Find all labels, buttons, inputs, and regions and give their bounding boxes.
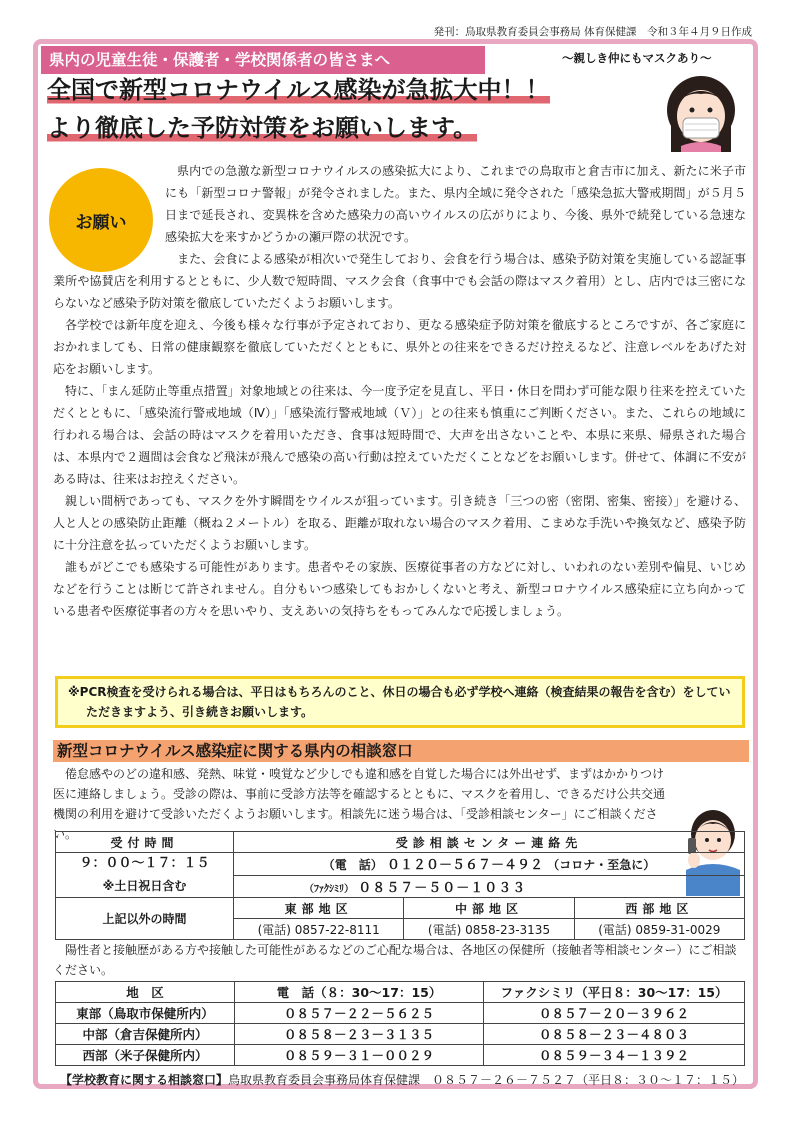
paragraph: 特に、「まん延防止等重点措置」対象地域との往来は、今一度予定を見直し、平日・休日を問わず可能な限り往来を控えていただくとともに、「感染流行警戒地域（Ⅳ）」「感染流行警戒地域（Ｖ）」との往来も慎重にご判断ください。また、これらの地域に行われる場合は、会話の時はマスクを着用いただき、食事は短時間で、大声を出さないことや、本県に来県、帰県された場合は、本県内で２週間は会食など飛沫が飛んで感染の高い行動は控えていただくことなどをお願いします。併せて、体調に不安がある時は、往来はお控えください。 [53,384,746,486]
body-text [53,160,746,622]
reception-header: 受付時間 [56,832,234,853]
center-tel-cell [234,853,745,876]
fax-label: （ﾌｧｸｼﾐﾘ） [304,883,354,895]
tel-label: （電 話） [322,858,383,873]
region-tel: (電話) 0859-31-0029 [574,919,744,940]
request-badge: お願い [49,168,153,272]
tagline: ～親しき仲にもマスクあり～ [562,51,712,65]
row-region: 中部（倉吉保健所内） [56,1024,235,1045]
pcr-notice: ※PCR検査を受けられる場合は、平日はもちろんのこと、休日の場合も必ず学校へ連絡（検査結果の報告を含む）をしていただきますよう、引き続きお願いします。 [55,676,745,728]
consult-center-table [55,831,745,940]
holiday-note: ※土日祝日含む [102,879,187,893]
other-hours: 上記以外の時間 [56,898,234,940]
table-header: 地 区 [56,982,235,1003]
paragraph: 親しい間柄であっても、マスクを外す瞬間をウイルスが狙っています。引き続き「三つの密（密閉、密集、密接）」を避ける、人と人との感染防止距離（概ね２メートル）を取る、距離が取れない場合のマスク着用、こまめな手洗いや換気など、感染予防に十分注意を払っていただくようお願いします。 [53,494,746,552]
paragraph: また、会食による感染が相次いで発生しており、会食を行う場合は、感染予防対策を実施している認証事業所や協賛店を利用するとともに、少人数で短時間、マスク会食（食事中でも会話の際はマスク着用）とし、店内では三密にならないなど感染予防対策を徹底していただくようお願いします。 [53,252,746,310]
row-region: 西部（米子保健所内） [56,1045,235,1066]
center-fax-cell [234,875,745,898]
row-tel: ０８５７－２２－５６２５ [235,1003,484,1024]
table-header: ファクシミリ（平日８：30～17：15） [484,982,745,1003]
row-tel: ０８５９－３１－００２９ [235,1045,484,1066]
health-center-table [55,981,745,1066]
audience-banner: 県内の児童生徒・保護者・学校関係者の皆さまへ [41,46,485,74]
masked-person-icon [661,72,741,152]
region-name: 西部地区 [574,898,744,919]
footer-text: 鳥取県教育委員会事務局体育保健課 ０８５７－２６－７５２７（平日８：３０～１７：１５） [228,1073,745,1087]
consult-section-title: 新型コロナウイルス感染症に関する県内の相談窓口 [53,740,749,762]
consult-paragraph: 倦怠感やのどの違和感、発熱、味覚・嗅覚など少しでも違和感を自覚した場合には外出せず、まずはかかりつけ医に連絡しましょう。受診の際は、事前に受診方法等を確認するとともに、マスクを着用し、できるだけ公共交通機関の利用を避けて受診いただくようお願いします。相談先に迷う場合は、「受診相談センター」にご相談ください。 [53,767,666,841]
row-region: 東部（鳥取市保健所内） [56,1003,235,1024]
reception-hours-cell [56,853,234,898]
row-fax: ０８５７－２０－３９６２ [484,1003,745,1024]
table-row [56,1003,745,1024]
table-row [56,1024,745,1045]
reception-hours: ９：００～１７：１５ [79,856,210,871]
center-header: 受診相談センター連絡先 [234,832,745,853]
table-header: 電 話（８：30～17：15） [235,982,484,1003]
row-fax: ０８５９－３４－１３９２ [484,1045,745,1066]
health-center-text [53,940,746,980]
health-center-paragraph: 陽性者と接触歴がある方や接触した可能性があるなどのご心配な場合は、各地区の保健所（接触者等相談センター）にご相談ください。 [53,943,737,977]
region-tel: (電話) 0858-23-3135 [404,919,574,940]
center-tel: ０１２０－５６７－４９２ [386,858,543,874]
table-row [56,1045,745,1066]
row-tel: ０８５８－２３－３１３５ [235,1024,484,1045]
footer-label: 【学校教育に関する相談窓口】 [60,1073,229,1087]
region-name: 中部地区 [404,898,574,919]
region-tel: (電話) 0857-22-8111 [234,919,404,940]
headline-1: 全国で新型コロナウイルス感染が急拡大中！！ [47,76,550,104]
school-consult-footer [60,1071,744,1088]
row-fax: ０８５８－２３－４８０３ [484,1024,745,1045]
paragraph: 誰もがどこでも感染する可能性があります。患者やその家族、医療従事者の方などに対し、いわれのない差別や偏見、いじめなどを行うことは断じて許されません。自分もいつ感染してもおかしくないと考え、新型コロナウイルス感染症に立ち向かっている患者や医療従事者の方々を思いやり、支えあいの気持ちをもってみんなで応援しましょう。 [53,560,746,618]
paragraph: 各学校では新年度を迎え、今後も様々な行事が予定されており、更なる感染症予防対策を徹底するところですが、各ご家庭におかれましても、日常の健康観察を徹底していただくとともに、県外との往来をできるだけ控えるなど、注意レベルをあげた対応をお願いします。 [53,318,746,376]
center-fax: ０８５７－５０－１０３３ [358,880,527,896]
headline-2: より徹底した予防対策をお願いします。 [47,114,478,142]
region-name: 東部地区 [234,898,404,919]
tel-note: （コロナ・至急に） [547,858,656,873]
issuer-line: 発刊：鳥取県教育委員会事務局 体育保健課 令和３年４月９日作成 [433,26,752,38]
paragraph: 県内での急激な新型コロナウイルスの感染拡大により、これまでの鳥取市と倉吉市に加え、新たに米子市にも「新型コロナ警報」が発令されました。また、県内全域に発令された「感染急拡大警戒期間」が５月５日まで延長され、変異株を含めた感染力の高いウイルスの広がりにより、今後、県外で続発している急速な感染拡大を来すかどうかの瀬戸際の状況です。 [165,164,746,244]
